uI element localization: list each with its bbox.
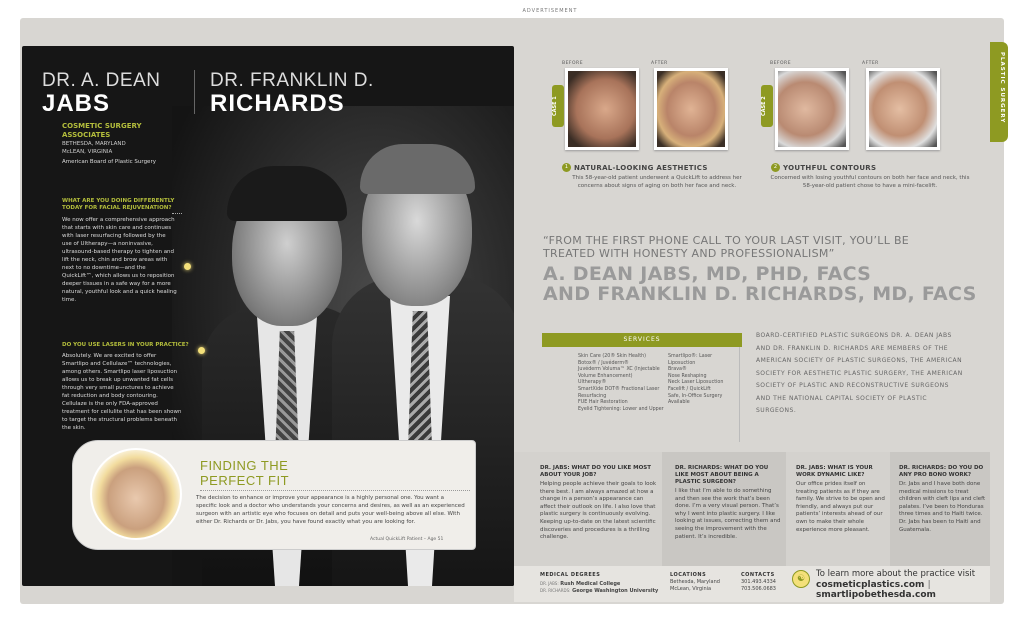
finding-quote: The decision to enhance or improve your appearance is a highly personal one. You want a specific look and a doctor who understands your concerns and desires, as well as an experienced surgeon with an artistic eye who focuses on detail and puts your well-being above all else. With either Dr. Richards or Dr. Jabs, you have found exactly what you are looking for. — [196, 495, 465, 525]
contacts-label: CONTACTS — [741, 572, 775, 578]
case2-after-label: AFTER — [862, 61, 879, 66]
answer-lasers: Absolutely. We are excited to offer Smartlipo and Cellulaze™ technologies, among others. Smartlipo laser liposuction allows us to break up unwanted fat cells through very small punctures to achieve fat reduction and body contouring. Cellulaze is the only FDA-approved treatment for cellulite that has been shown to target the structural problems beneath the skin. — [62, 353, 182, 431]
board-memberships-text: BOARD-CERTIFIED PLASTIC SURGEONS DR. A. DEAN JABS AND DR. FRANKLIN D. RICHARDS ARE MEMBERS OF THE AMERICAN SOCIETY OF PLASTIC SURGEONS, THE AMERICAN SOCIETY FOR AESTHETIC PLASTIC SURGERY, THE AMERICAN SOCIETY OF PLASTIC AND RECONSTRUCTIVE SURGEONS AND THE NATIONAL CAPITAL SOCIETY OF PLASTIC SURGEONS. — [756, 332, 963, 414]
case1-title: NATURAL-LOOKING AESTHETICS — [574, 164, 708, 172]
case1-after-label: AFTER — [651, 61, 668, 66]
service-item: FUE Hair Restoration — [578, 400, 628, 406]
degree-richards-school: George Washington University — [572, 588, 659, 594]
url-separator: | — [927, 580, 931, 590]
case1-before-photo — [565, 68, 639, 150]
case2-title: YOUTHFUL CONTOURS — [783, 164, 877, 172]
service-item: Botox® / Juvéderm® — [578, 360, 629, 366]
degree-jabs-who: DR. JABS: — [540, 581, 559, 586]
phone-2[interactable]: 703.506.0683 — [741, 586, 776, 592]
services-list-left — [578, 354, 673, 413]
qa3-answer: Our office prides itself on treating patients as if they are family. We strive to be open and friendly, and always put our patients’ interests ahead of our own to make their whole experience more pleasant. — [796, 481, 885, 533]
contacts-list — [741, 579, 776, 593]
section-tab-label: PLASTIC SURGERY — [999, 52, 1005, 124]
callout-dot-1 — [184, 263, 191, 270]
service-item: Skin Care (20® Skin Health) — [578, 354, 646, 359]
services-list-right — [668, 354, 738, 407]
case1-description: This 58-year-old patient underwent a QuickLift to address her concerns about signs of aging on both her face and neck. — [572, 175, 742, 189]
question-facial-rejuvenation: WHAT ARE YOU DOING DIFFERENTLY TODAY FOR FACIAL REJUVENATION? — [62, 198, 175, 211]
callout-dot-2 — [198, 347, 205, 354]
locations-label: LOCATIONS — [670, 572, 707, 578]
location-1: BETHESDA, MARYLAND — [62, 141, 126, 147]
case1-before-label: BEFORE — [562, 61, 584, 66]
advertisement-label: ADVERTISEMENT — [522, 8, 578, 14]
doctor1-hair — [227, 166, 347, 221]
answer-facial-rejuvenation: We now offer a comprehensive approach that starts with skin care and continues with laser resurfacing followed by the use of Ultherapy—a noninvasive, ultrasound-based therapy to tighten and lift the neck, chin and brow areas with next to no downtime—and the QuickLift™, which allows us to reposition deeper tissues in a safe way for a more natural, youthful look and a quick healing time. — [62, 217, 177, 303]
patient-portrait — [90, 448, 182, 540]
doctor-credentials — [543, 264, 983, 304]
degrees-label: MEDICAL DEGREES — [540, 572, 601, 578]
finding-title-line1: FINDING THE — [200, 458, 289, 473]
qa3-question: DR. JABS: WHAT IS YOUR WORK DYNAMIC LIKE? — [796, 465, 873, 478]
doctor2-surname: RICHARDS — [210, 90, 345, 117]
practice-locations — [62, 141, 126, 156]
website-links — [816, 580, 1024, 600]
case2-number: 2 — [771, 163, 780, 172]
qa4-answer: Dr. Jabs and I have both done medical missions to treat children with cleft lips and cleft palates. I’ve been to Honduras three times and to Haiti twice. Dr. Jabs has been to Haiti and Guatemala. — [899, 481, 986, 533]
qa1-question: DR. JABS: WHAT DO YOU LIKE MOST ABOUT YOUR JOB? — [540, 465, 651, 478]
doctor1-surname: JABS — [42, 90, 111, 117]
qa2-answer: I like that I’m able to do something and then see the work that’s been done. I’m a very visual person. That’s why I went into plastic surgery. I like looking at issues, correcting them and seeing the improvement with the patient. It’s incredible. — [675, 488, 781, 540]
case2-description: Concerned with losing youthful contours on both her face and neck, this 58-year-old patient chose to have a mini-facelift. — [770, 175, 970, 189]
location-bethesda: Bethesda, Maryland — [670, 579, 720, 585]
question-lasers: DO YOU USE LASERS IN YOUR PRACTICE? — [62, 342, 189, 348]
service-item: Brava® — [668, 367, 687, 373]
qa2-question: DR. RICHARDS: WHAT DO YOU LIKE MOST ABOUT BEING A PLASTIC SURGEON? — [675, 465, 769, 485]
service-item: Eyelid Tightening: Lower and Upper — [578, 406, 664, 412]
service-item: Smartlipo®: Laser Liposuction — [668, 354, 713, 366]
finding-divider — [200, 490, 470, 491]
doctor2-hair — [360, 144, 475, 194]
service-item: Facelift / QuickLift — [668, 386, 711, 392]
degree-richards-who: DR. RICHARDS: — [540, 588, 571, 593]
qa4-question: DR. RICHARDS: DO YOU DO ANY PRO BONO WORK? — [899, 465, 984, 478]
case1-tab-label: CASE 1 — [552, 96, 558, 116]
patient-caption: Actual QuickLift Patient – Age 51 — [370, 537, 444, 542]
case2-tab-label: CASE 2 — [761, 96, 767, 116]
service-item: SmartXide DOT® Fractional Laser Resurfacing — [578, 386, 660, 399]
case2-before-label: BEFORE — [770, 61, 792, 66]
doctor2-prefix: DR. FRANKLIN D. — [210, 70, 374, 91]
website-link-smartlipo[interactable]: smartlipobethesda.com — [816, 590, 936, 600]
service-item: Nose Reshaping — [668, 373, 707, 379]
case1-after-photo — [654, 68, 728, 150]
practice-name: COSMETIC SURGERY ASSOCIATES — [62, 122, 142, 139]
service-item: Neck Laser Liposuction — [668, 380, 724, 386]
website-link-cosmeticplastics[interactable]: cosmeticplastics.com — [816, 580, 925, 590]
location-mclean: McLean, Virginia — [670, 586, 712, 592]
credentials-line-1: A. DEAN JABS, MD, PHD, FACS — [543, 263, 872, 285]
callout-line-1 — [172, 213, 182, 214]
degree-jabs-school: Rush Medical College — [560, 581, 621, 587]
testimonial-quote: “FROM THE FIRST PHONE CALL TO YOUR LAST VISIT, YOU’LL BE TREATED WITH HONESTY AND PROFESSIONALISM” — [543, 234, 910, 260]
services-header: SERVICES — [542, 333, 742, 347]
phone-1[interactable]: 301.493.4334 — [741, 579, 776, 585]
case2-before-photo — [775, 68, 849, 150]
practice-logo-icon: ☯ — [792, 570, 810, 588]
doctor1-prefix: DR. A. DEAN — [42, 70, 161, 91]
locations-list — [670, 579, 720, 593]
board-certification: American Board of Plastic Surgery — [62, 159, 156, 165]
service-item: Ultherapy® — [578, 380, 607, 386]
finding-title-line2: PERFECT FIT — [200, 473, 290, 488]
case2-after-photo — [866, 68, 940, 150]
case1-number: 1 — [562, 163, 571, 172]
credentials-line-2: AND FRANKLIN D. RICHARDS, MD, FACS — [543, 283, 977, 305]
service-item: Juvéderm Voluma™ XC (Injectable Volume Enhancement) — [578, 367, 660, 379]
name-divider — [194, 70, 195, 114]
location-2: McLEAN, VIRGINIA — [62, 148, 113, 155]
service-item: Safe, In-Office Surgery Available — [668, 393, 723, 406]
visit-text: To learn more about the practice visit — [816, 569, 976, 579]
qa1-answer: Helping people achieve their goals to look there best. I am always amazed at how a change in a person’s appearance can affect their outlook on life. I also love that plastic surgery is continuously evolving. Keeping up-to-date on the latest scientific discoveries and procedures is a thrilling challenge. — [540, 481, 657, 541]
